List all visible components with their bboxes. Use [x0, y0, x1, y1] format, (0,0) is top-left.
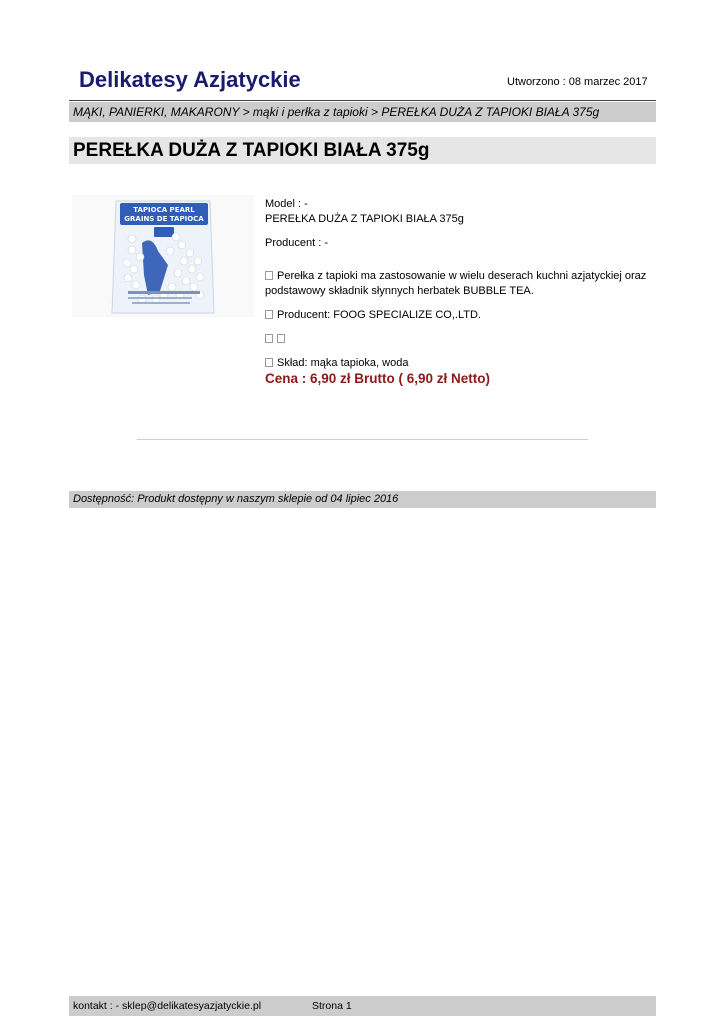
bag-label-line-1: TAPIOCA PEARL [133, 206, 195, 214]
product-title-bar [69, 137, 656, 164]
tapioca-pearl-bag-image [72, 195, 254, 317]
product-details [265, 197, 655, 386]
price-line: Cena : 6,90 zł Brutto ( 6,90 zł Netto) [265, 371, 491, 386]
bullet-box-icon [265, 358, 273, 367]
description-paragraph-1 [265, 269, 655, 299]
footer-contact: kontakt : - sklep@delikatesyazjatyckie.pl [73, 1000, 262, 1012]
model-line: Model : - [265, 198, 308, 210]
product-image [72, 195, 254, 317]
breadcrumb-bar [69, 102, 656, 122]
empty-boxes-line [265, 332, 655, 347]
description-text-1: Perełka z tapioki ma zastosowanie w wielu deserach kuchni azjatyckiej oraz podstawowy składnik słynnych herbatek BUBBLE TEA. [265, 270, 647, 297]
content-divider [137, 439, 588, 440]
bullet-box-icon [277, 334, 285, 343]
bag-label-line-2: GRAINS DE TAPIOCA [124, 215, 204, 223]
bullet-box-icon [265, 271, 273, 280]
description-text-2: Producent: FOOG SPECIALIZE CO,.LTD. [277, 309, 481, 321]
availability-bar [69, 491, 656, 508]
footer-page-number: Strona 1 [312, 1000, 352, 1012]
product-title: PEREŁKA DUŻA Z TAPIOKI BIAŁA 375g [73, 140, 430, 161]
created-date: Utworzono : 08 marzec 2017 [507, 76, 648, 88]
breadcrumb: MĄKI, PANIERKI, MAKARONY > mąki i perłka z tapioki > PEREŁKA DUŻA Z TAPIOKI BIAŁA 375g [73, 105, 600, 119]
product-name-line: PEREŁKA DUŻA Z TAPIOKI BIAŁA 375g [265, 213, 464, 225]
ingredients-line [265, 356, 655, 371]
bullet-box-icon [265, 334, 273, 343]
header-divider [69, 100, 656, 101]
ingredients-text: Skład: mąka tapioka, woda [277, 357, 409, 369]
availability-text: Dostępność: Produkt dostępny w naszym sklepie od 04 lipiec 2016 [73, 493, 399, 505]
producer-line: Producent : - [265, 237, 328, 249]
description-paragraph-2 [265, 308, 655, 323]
store-title: Delikatesy Azjatyckie [79, 67, 301, 92]
footer-bar [69, 996, 656, 1016]
bullet-box-icon [265, 310, 273, 319]
